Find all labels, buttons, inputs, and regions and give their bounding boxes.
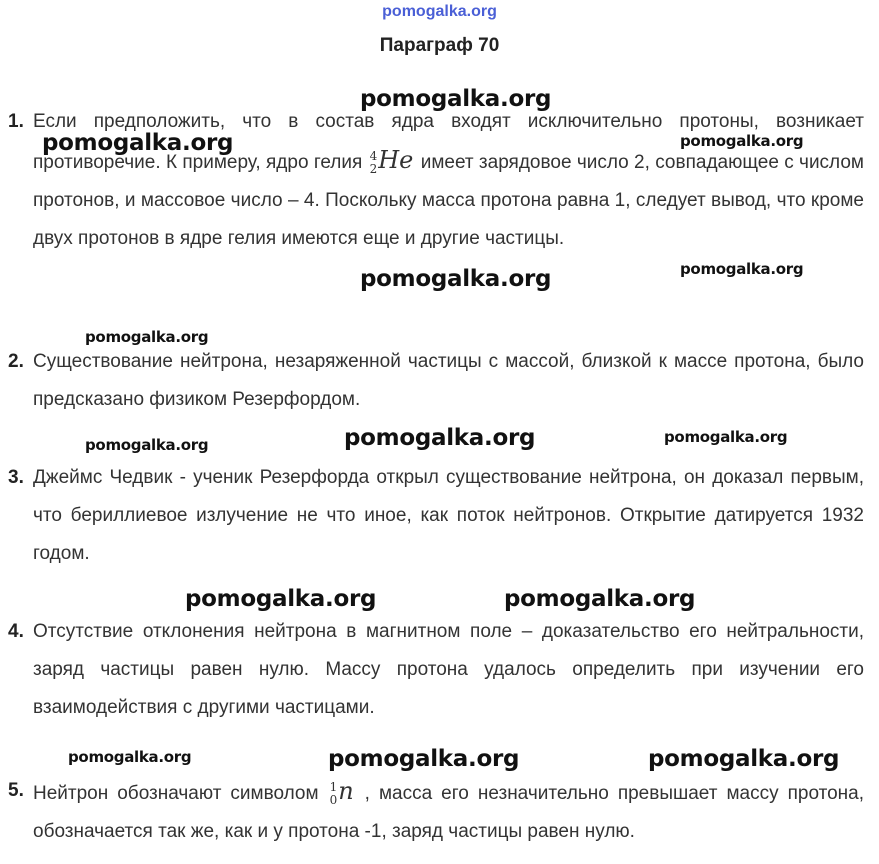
item-text [33,103,864,258]
helium-formula [368,141,416,181]
item-number: 4. [8,621,24,642]
watermark: pomogalka.org [85,328,209,346]
watermark: pomogalka.org [344,425,536,451]
item-text-part: Нейтрон обозначают символом [33,783,328,804]
formula-mass-number: 4 [369,149,378,163]
watermark: pomogalka.org [648,746,840,772]
watermark: pomogalka.org [185,586,377,612]
formula-mass-number: 1 [329,780,338,794]
item-text-part: имеет зарядовое число 2, совпадающее с числом протонов, и массовое число – 4. Поскольку масса протона равна 1, следует вывод, что кроме двух протонов в ядре гелия имеются еще и другие частицы. [33,152,864,249]
watermark: pomogalka.org [328,746,520,772]
item-number: 5. [8,780,24,801]
watermark: pomogalka.org [68,748,192,766]
item-text [33,772,864,851]
watermark: pomogalka.org [360,266,552,292]
item-text: Существование нейтрона, незаряженной частицы с массой, близкой к массе протона, было предсказано физиком Резерфордом. [33,351,864,410]
neutron-formula [328,772,356,812]
formula-charge-number: 0 [329,793,338,807]
formula-charge-number: 2 [369,162,378,176]
watermark: pomogalka.org [680,260,804,278]
item-number: 1. [8,111,24,132]
watermark: pomogalka.org [680,132,804,150]
watermark: pomogalka.org [42,130,234,156]
site-header-link[interactable]: pomogalka.org [382,3,497,20]
watermark: pomogalka.org [664,428,788,446]
item-text-part: , масса его незначительно превышает массу протона, обозначается так же, как и у протона -1, заряд частицы равен нулю. [33,783,865,842]
formula-symbol: n [338,777,354,805]
item-text: Джеймс Чедвик - ученик Резерфорда открыл существование нейтрона, он доказал первым, что бериллиевое излучение не что иное, как поток нейтронов. Открытие датируется 1932 годом. [33,467,864,564]
formula-symbol: He [378,146,414,174]
watermark: pomogalka.org [504,586,696,612]
watermark: pomogalka.org [85,436,209,454]
item-text: Отсутствие отклонения нейтрона в магнитном поле – доказательство его нейтральности, заряд частицы равен нулю. Массу протона удалось определить при изучении его взаимодействия с другими частицами. [33,621,864,718]
watermark: pomogalka.org [360,86,552,112]
item-number: 3. [8,467,24,488]
item-text-part: Если предположить, что в состав ядра входят исключительно протоны, возникает противоречие. К примеру, ядро гелия [33,111,864,173]
item-number: 2. [8,351,24,372]
page-title: Параграф 70 [379,35,500,56]
